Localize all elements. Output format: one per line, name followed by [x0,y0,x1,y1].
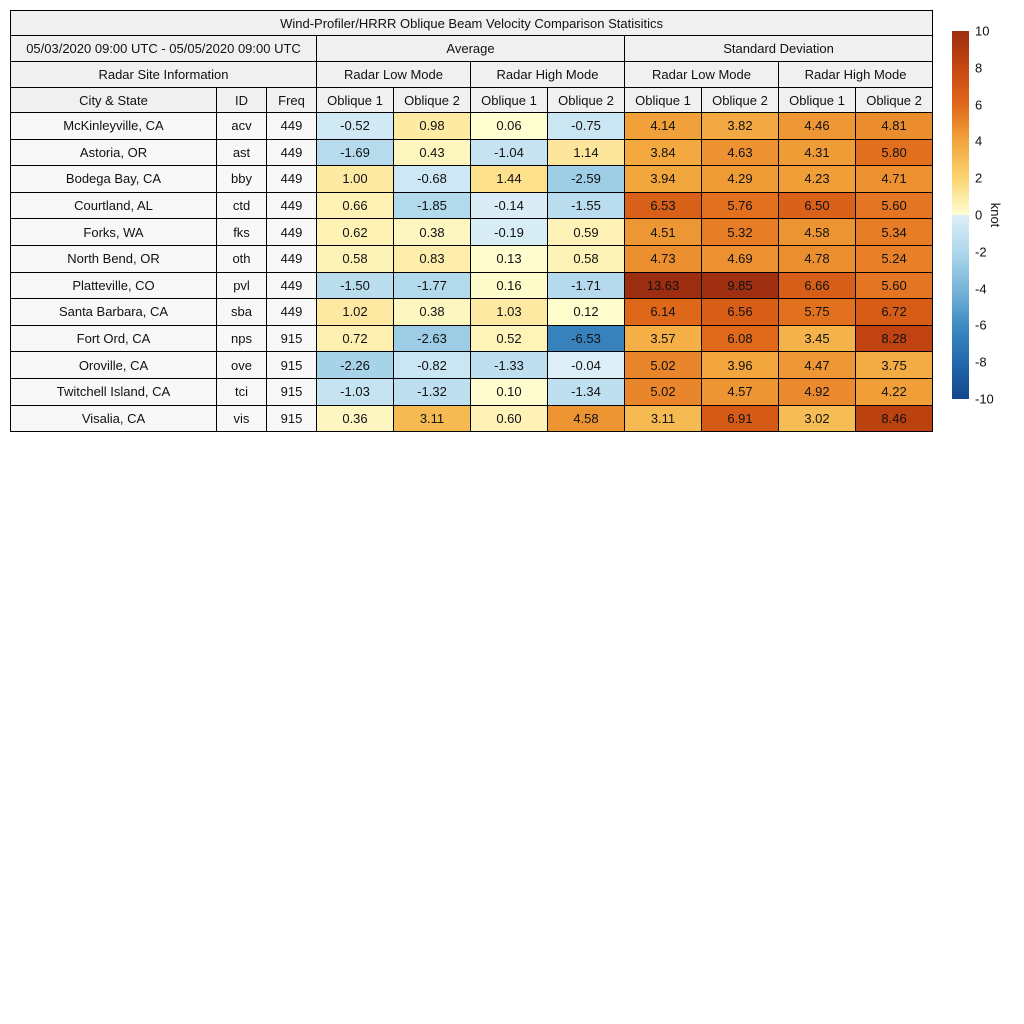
colorbar-tick-label: -4 [975,281,987,297]
freq-cell: 449 [267,219,317,246]
table-row [11,113,933,140]
freq-cell: 449 [267,166,317,193]
colorbar-tick-label: -8 [975,354,987,370]
city-cell: Oroville, CA [11,352,217,379]
value-cell: 4.58 [548,405,625,432]
mode-header-row [11,62,933,88]
col-header-oblique: Oblique 1 [625,88,702,113]
colorbar-unit-label: knot [988,202,1003,228]
value-cell: -1.69 [317,139,394,166]
colorbar-tick-label: 0 [975,207,983,223]
value-cell: -2.59 [548,166,625,193]
value-cell: 1.00 [317,166,394,193]
col-header-oblique: Oblique 2 [856,88,933,113]
freq-cell: 449 [267,113,317,140]
city-cell: Visalia, CA [11,405,217,432]
id-cell: fks [217,219,267,246]
table-row [11,139,933,166]
value-cell: 0.16 [471,272,548,299]
city-cell: North Bend, OR [11,245,217,272]
table-row [11,325,933,352]
value-cell: 5.32 [702,219,779,246]
std-deviation-header: Standard Deviation [625,36,933,62]
mode-header: Radar Low Mode [625,62,779,88]
value-cell: 6.91 [702,405,779,432]
value-cell: 6.08 [702,325,779,352]
colorbar-tick-label: 2 [975,170,983,186]
value-cell: 13.63 [625,272,702,299]
value-cell: 6.56 [702,299,779,326]
value-cell: 6.66 [779,272,856,299]
value-cell: -0.04 [548,352,625,379]
value-cell: 3.11 [625,405,702,432]
table-row [11,352,933,379]
col-header-oblique: Oblique 1 [779,88,856,113]
value-cell: 6.50 [779,192,856,219]
value-cell: -1.32 [394,378,471,405]
value-cell: 4.69 [702,245,779,272]
mode-header: Radar Low Mode [317,62,471,88]
colorbar-tick-label: -10 [975,391,994,407]
colorbar-tick-label: 6 [975,97,983,113]
value-cell: -1.34 [548,378,625,405]
id-cell: sba [217,299,267,326]
city-cell: Platteville, CO [11,272,217,299]
value-cell: 0.38 [394,299,471,326]
id-cell: vis [217,405,267,432]
value-cell: 5.80 [856,139,933,166]
value-cell: 3.84 [625,139,702,166]
value-cell: -0.82 [394,352,471,379]
value-cell: -0.52 [317,113,394,140]
value-cell: 3.94 [625,166,702,193]
value-cell: -2.63 [394,325,471,352]
value-cell: 5.34 [856,219,933,246]
group-header-row [11,36,933,62]
value-cell: 5.24 [856,245,933,272]
table-row [11,405,933,432]
city-cell: Bodega Bay, CA [11,166,217,193]
city-cell: Courtland, AL [11,192,217,219]
value-cell: 8.28 [856,325,933,352]
freq-cell: 449 [267,139,317,166]
value-cell: 0.98 [394,113,471,140]
value-cell: -2.26 [317,352,394,379]
value-cell: 4.14 [625,113,702,140]
id-cell: tci [217,378,267,405]
value-cell: 3.02 [779,405,856,432]
value-cell: 4.58 [779,219,856,246]
id-cell: ast [217,139,267,166]
site-info-header: Radar Site Information [11,62,317,88]
value-cell: -1.03 [317,378,394,405]
value-cell: -0.19 [471,219,548,246]
value-cell: 5.76 [702,192,779,219]
value-cell: 9.85 [702,272,779,299]
value-cell: 3.45 [779,325,856,352]
freq-cell: 449 [267,245,317,272]
value-cell: 3.11 [394,405,471,432]
value-cell: 4.92 [779,378,856,405]
value-cell: 0.62 [317,219,394,246]
value-cell: -0.14 [471,192,548,219]
freq-cell: 449 [267,192,317,219]
value-cell: -0.75 [548,113,625,140]
value-cell: -1.33 [471,352,548,379]
value-cell: 4.73 [625,245,702,272]
mode-header: Radar High Mode [471,62,625,88]
value-cell: 4.51 [625,219,702,246]
value-cell: 0.72 [317,325,394,352]
id-cell: pvl [217,272,267,299]
value-cell: 6.14 [625,299,702,326]
col-header-oblique: Oblique 1 [471,88,548,113]
value-cell: 5.02 [625,378,702,405]
column-header-row [11,88,933,113]
table-title-row [11,11,933,36]
value-cell: 4.47 [779,352,856,379]
value-cell: 0.36 [317,405,394,432]
table-row [11,299,933,326]
value-cell: -6.53 [548,325,625,352]
value-cell: 4.71 [856,166,933,193]
value-cell: 4.57 [702,378,779,405]
value-cell: 6.53 [625,192,702,219]
value-cell: 4.29 [702,166,779,193]
value-cell: -1.71 [548,272,625,299]
id-cell: bby [217,166,267,193]
value-cell: 0.83 [394,245,471,272]
col-header-id: ID [217,88,267,113]
city-cell: Santa Barbara, CA [11,299,217,326]
value-cell: 6.72 [856,299,933,326]
value-cell: 0.12 [548,299,625,326]
value-cell: 0.66 [317,192,394,219]
id-cell: acv [217,113,267,140]
freq-cell: 915 [267,378,317,405]
value-cell: 0.59 [548,219,625,246]
col-header-oblique: Oblique 2 [548,88,625,113]
value-cell: 5.60 [856,272,933,299]
value-cell: 0.58 [317,245,394,272]
date-range-cell: 05/03/2020 09:00 UTC - 05/05/2020 09:00 UTC [11,36,317,62]
stats-table [10,10,933,432]
table-row [11,245,933,272]
value-cell: 4.31 [779,139,856,166]
id-cell: ctd [217,192,267,219]
value-cell: 1.02 [317,299,394,326]
col-header-oblique: Oblique 1 [317,88,394,113]
value-cell: -1.50 [317,272,394,299]
value-cell: 1.03 [471,299,548,326]
value-cell: 0.43 [394,139,471,166]
value-cell: 3.57 [625,325,702,352]
value-cell: 0.52 [471,325,548,352]
value-cell: 1.14 [548,139,625,166]
average-header: Average [317,36,625,62]
value-cell: 4.78 [779,245,856,272]
city-cell: Fort Ord, CA [11,325,217,352]
value-cell: 3.75 [856,352,933,379]
table-row [11,192,933,219]
value-cell: -1.55 [548,192,625,219]
value-cell: 5.02 [625,352,702,379]
city-cell: Astoria, OR [11,139,217,166]
value-cell: 0.10 [471,378,548,405]
colorbar-tick-label: 8 [975,60,983,76]
value-cell: -1.04 [471,139,548,166]
colorbar-tick-label: -2 [975,244,987,260]
value-cell: 4.46 [779,113,856,140]
city-cell: McKinleyville, CA [11,113,217,140]
table-row [11,166,933,193]
freq-cell: 449 [267,272,317,299]
freq-cell: 915 [267,405,317,432]
colorbar-tick-label: 4 [975,133,983,149]
city-cell: Twitchell Island, CA [11,378,217,405]
colorbar-gradient [952,31,969,399]
col-header-oblique: Oblique 2 [394,88,471,113]
col-header-freq: Freq [267,88,317,113]
table-title: Wind-Profiler/HRRR Oblique Beam Velocity Comparison Statisitics [11,11,933,36]
value-cell: 0.60 [471,405,548,432]
id-cell: nps [217,325,267,352]
value-cell: -1.85 [394,192,471,219]
freq-cell: 915 [267,352,317,379]
value-cell: 4.63 [702,139,779,166]
value-cell: 4.22 [856,378,933,405]
value-cell: -0.68 [394,166,471,193]
value-cell: 1.44 [471,166,548,193]
freq-cell: 449 [267,299,317,326]
value-cell: 4.23 [779,166,856,193]
col-header-oblique: Oblique 2 [702,88,779,113]
value-cell: 5.75 [779,299,856,326]
value-cell: 8.46 [856,405,933,432]
value-cell: 0.58 [548,245,625,272]
value-cell: 4.81 [856,113,933,140]
value-cell: 5.60 [856,192,933,219]
colorbar-tick-label: -6 [975,317,987,333]
table-row [11,378,933,405]
colorbar-tick-label: 10 [975,23,990,39]
value-cell: -1.77 [394,272,471,299]
value-cell: 0.13 [471,245,548,272]
id-cell: oth [217,245,267,272]
value-cell: 0.38 [394,219,471,246]
mode-header: Radar High Mode [779,62,933,88]
table-row [11,219,933,246]
freq-cell: 915 [267,325,317,352]
value-cell: 3.82 [702,113,779,140]
city-cell: Forks, WA [11,219,217,246]
col-header-city: City & State [11,88,217,113]
value-cell: 3.96 [702,352,779,379]
table-row [11,272,933,299]
value-cell: 0.06 [471,113,548,140]
id-cell: ove [217,352,267,379]
